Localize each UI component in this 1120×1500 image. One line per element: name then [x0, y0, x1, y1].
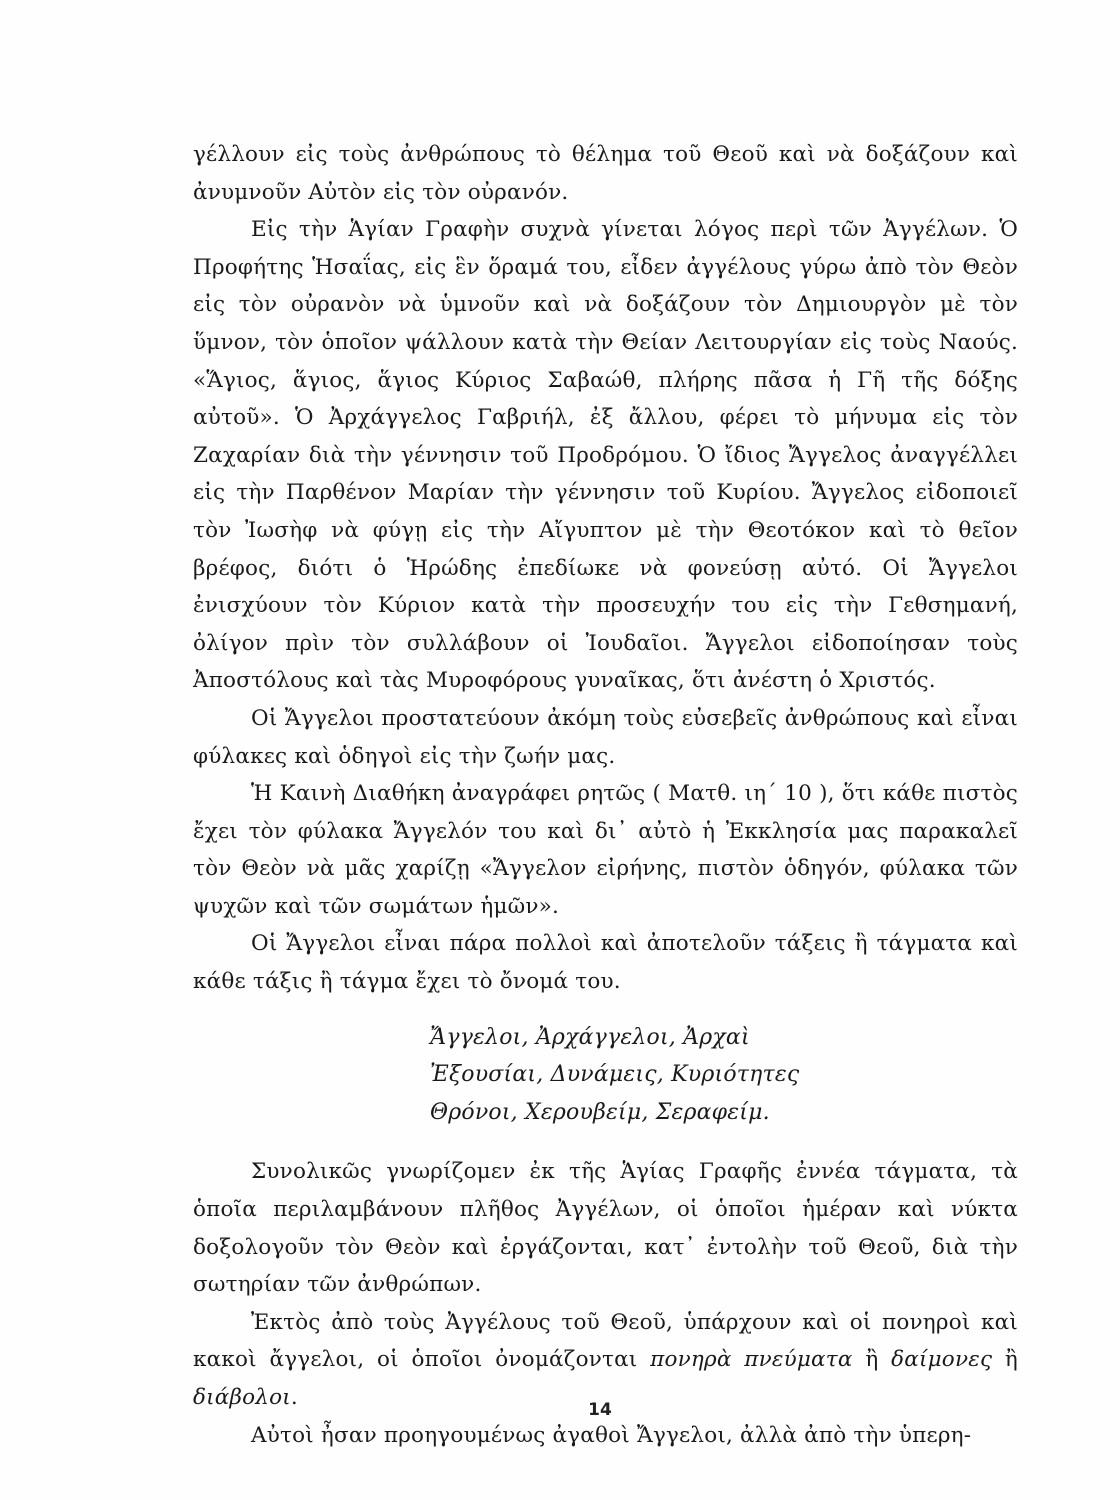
paragraph-scripture-angels: Εἰς τὴν Ἁγίαν Γραφὴν συχνὰ γίνεται λόγος περὶ τῶν Ἀγγέλων. Ὁ Προφήτης Ἡσαΐας, εἰς ἓν ὅραμά του, εἶδεν ἀγγέλους γύρω ἀπὸ τὸν Θεὸν εἰς τὸν οὐρανὸν νὰ ὑμνοῦν καὶ νὰ δοξάζουν τὸν Δημιουργὸν μὲ τὸν ὕμνον, τὸν ὁποῖον ψάλλουν κατὰ τὴν Θείαν Λειτουργίαν εἰς τοὺς Ναούς. «Ἅγιος, ἅγιος, ἅγιος Κύριος Σαβαώθ, πλήρης πᾶσα ἡ Γῆ τῆς δόξης αὐτοῦ». Ὁ Ἀρχάγγελος Γαβριήλ, ἐξ ἄλλου, φέρει τὸ μήνυμα εἰς τὸν Ζαχαρίαν διὰ τὴν γέννησιν τοῦ Προδρόμου. Ὁ ἴδιος Ἄγγελος ἀναγγέλλει εἰς τὴν Παρθένον Μαρίαν τὴν γέννησιν τοῦ Κυρίου. Ἄγγελος εἰδοποιεῖ τὸν Ἰωσὴφ νὰ φύγῃ εἰς τὴν Αἴγυπτον μὲ τὴν Θεοτόκον καὶ τὸ θεῖον βρέφος, διότι ὁ Ἡρώδης ἐπεδίωκε νὰ φονεύσῃ αὐτό. Οἱ Ἄγγελοι ἐνισχύουν τὸν Κύριον κατὰ τὴν προσευχήν του εἰς τὴν Γεθσημανή, ὀλίγον πρὶν τὸν συλλάβουν οἱ Ἰουδαῖοι. Ἄγγελοι εἰδοποίησαν τοὺς Ἀποστόλους καὶ τὰς Μυροφόρους γυναῖκας, ὅτι ἀνέστη ὁ Χριστός.	[193, 217, 1018, 694]
angel-orders-list	[193, 1019, 1018, 1132]
paragraph-fallen: Αὐτοὶ ἦσαν προηγουμένως ἀγαθοὶ Ἄγγελοι, ἀλλὰ ἀπὸ τὴν ὑπερη-	[251, 1422, 972, 1448]
paragraph-new-testament: Ἡ Καινὴ Διαθήκη ἀναγράφει ρητῶς ( Ματθ. ιη΄ 10 ), ὅτι κάθε πιστὸς ἔχει τὸν φύλακα Ἄγγελόν του καὶ δι᾽ αὐτὸ ἡ Ἐκκλησία μας παρακαλεῖ τὸν Θεὸν νὰ μᾶς χαρίζῃ «Ἄγγελον εἰρήνης, πιστὸν ὁδηγόν, φύλακα τῶν ψυχῶν καὶ τῶν σωμάτων ἡμῶν».	[193, 781, 1018, 919]
paragraph-continuation: γέλλουν εἰς τοὺς ἀνθρώπους τὸ θέλημα τοῦ Θεοῦ καὶ νὰ δοξάζουν καὶ ἀνυμνοῦν Αὐτὸν εἰς τὸν οὐρανόν.	[193, 142, 1018, 205]
body-text	[193, 136, 1018, 1454]
page-number: 14	[588, 1400, 612, 1420]
verse-line-3: Θρόνοι, Χερουβείμ, Σεραφείμ.	[430, 1099, 770, 1125]
connector-or-2: ἢ	[992, 1347, 1019, 1373]
evil-angels-text: Ἐκτὸς ἀπὸ τοὺς Ἀγγέλους τοῦ Θεοῦ, ὑπάρχουν καὶ οἱ πονηροὶ καὶ κακοὶ ἄγγελοι, οἱ ὁποῖοι ὀνομάζονται	[193, 1309, 1018, 1373]
sentence-end: .	[290, 1385, 298, 1410]
italic-term-evil-spirits: πονηρὰ πνεύματα	[650, 1347, 853, 1373]
verse-line-2: Ἐξουσίαι, Δυνάμεις, Κυριότητες	[430, 1062, 800, 1088]
paragraph-orders: Οἱ Ἄγγελοι εἶναι πάρα πολλοὶ καὶ ἀποτελοῦν τάξεις ἢ τάγματα καὶ κάθε τάξις ἢ τάγμα ἔχει τὸ ὄνομά του.	[193, 931, 1018, 995]
connector-or: ἢ	[852, 1347, 892, 1373]
verse-line-1: Ἄγγελοι, Ἀρχάγγελοι, Ἀρχαὶ	[430, 1024, 750, 1050]
paragraph-nine-orders: Συνολικῶς γνωρίζομεν ἐκ τῆς Ἁγίας Γραφῆς ἐννέα τάγματα, τὰ ὁποῖα περιλαμβάνουν πλῆθος Ἀγγέλων, οἱ ὁποῖοι ἡμέραν καὶ νύκτα δοξολογοῦν τὸν Θεὸν καὶ ἐργάζονται, κατ᾽ ἐντολὴν τοῦ Θεοῦ, διὰ τὴν σωτηρίαν τῶν ἀνθρώπων.	[193, 1159, 1018, 1298]
paragraph-guardians: Οἱ Ἄγγελοι προστατεύουν ἀκόμη τοὺς εὐσεβεῖς ἀνθρώπους καὶ εἶναι φύλακες καὶ ὁδηγοὶ εἰς τὴν ζωήν μας.	[193, 705, 1018, 769]
italic-term-demons: δαίμονες	[891, 1347, 993, 1373]
italic-term-devils: διάβολοι	[193, 1385, 291, 1410]
